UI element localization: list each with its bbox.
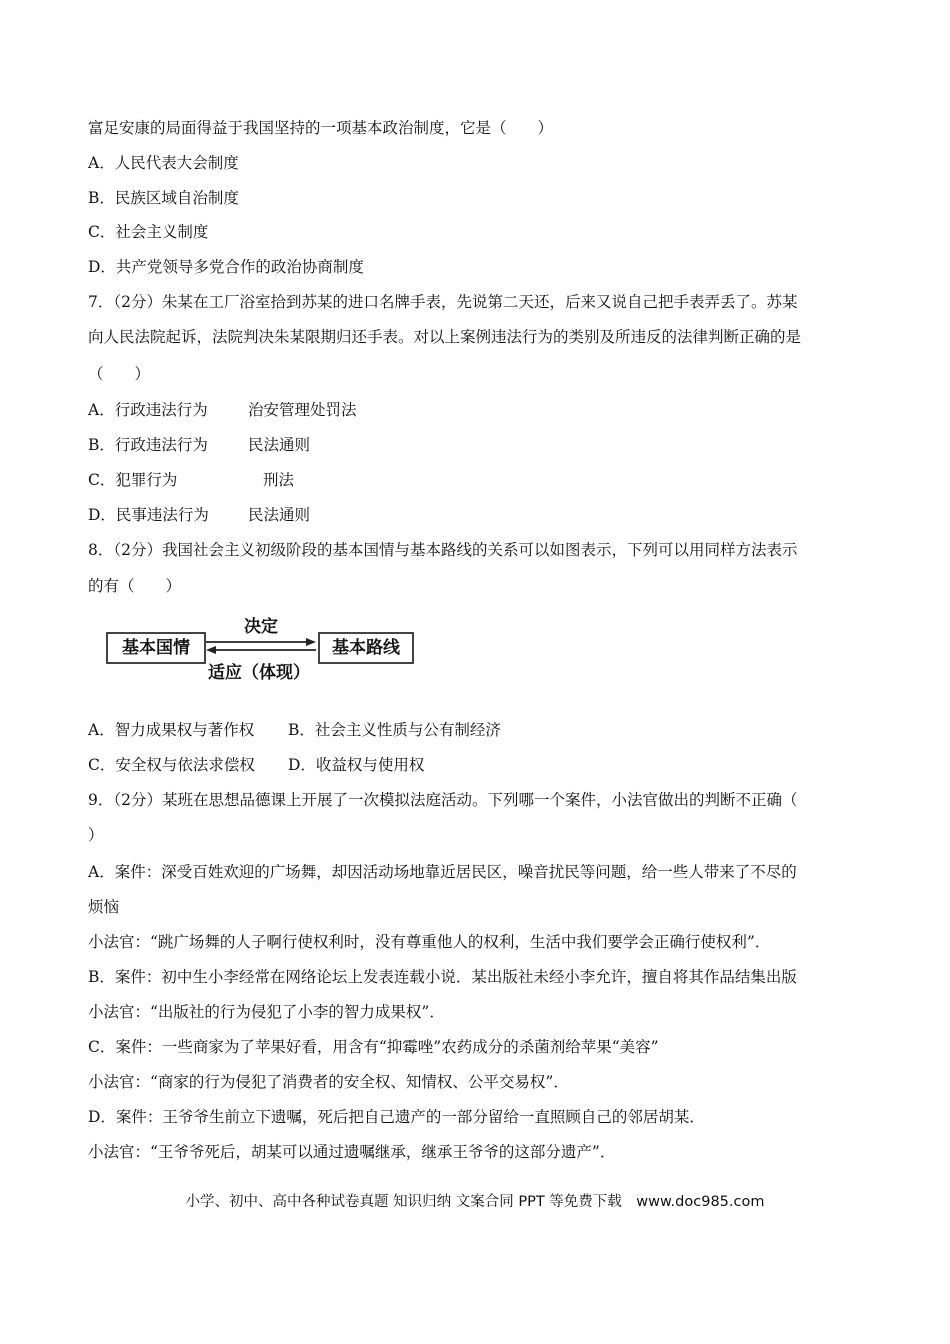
q7-option-b-law: 民法通则 xyxy=(248,436,311,454)
q9-stem-line1: 9．（2分）某班在思想品德课上开展了一次模拟法庭活动。下列哪一个案件，小法官做出的判断不正确（ xyxy=(88,791,798,809)
q7-option-a xyxy=(88,400,868,420)
q8-options-row2 xyxy=(88,755,868,775)
q9-option-b-case: B．案件：初中生小李经常在网络论坛上发表连载小说．某出版社未经小李允许，擅自将其作品结集出版 xyxy=(88,968,797,986)
q7-option-d xyxy=(88,505,868,525)
q7-option-d-law: 民法通则 xyxy=(248,506,311,524)
relationship-diagram xyxy=(104,612,424,682)
q7-option-b xyxy=(88,435,868,455)
q6-option-d: D．共产党领导多党合作的政治协商制度 xyxy=(88,258,364,276)
q8-options-row1 xyxy=(88,720,868,740)
q9-option-c-case: C．案件：一些商家为了苹果好看，用含有“抑霉唑”农药成分的杀菌剂给苹果“美容” xyxy=(88,1038,659,1056)
q8-stem-line2: 的有（ ） xyxy=(88,577,182,595)
q8-option-c: C．安全权与依法求偿权 xyxy=(88,756,255,774)
q8-option-b: B．社会主义性质与公有制经济 xyxy=(288,721,501,739)
diagram-box-basic-line: 基本路线 xyxy=(318,632,414,664)
arrow-left-head xyxy=(206,646,216,654)
q6-option-b: B．民族区域自治制度 xyxy=(88,189,239,207)
footer-watermark-text: 小学、初中、高中各种试卷真题 知识归纳 文案合同 PPT 等免费下载 www.doc985.com xyxy=(185,1194,765,1210)
q7-option-c xyxy=(88,470,868,490)
q8-stem-line1: 8．（2分）我国社会主义初级阶段的基本国情与基本路线的关系可以如图表示，下列可以用同样方法表示 xyxy=(88,541,798,559)
q9-option-a-case-line2: 烦恼 xyxy=(88,898,120,916)
q6-stem: 富足安康的局面得益于我国坚持的一项基本政治制度，它是（ ） xyxy=(88,119,554,137)
q9-option-a-judge: 小法官：“跳广场舞的人子啊行使权利时，没有尊重他人的权利，生活中我们要学会正确行使权利”． xyxy=(88,933,771,951)
q6-option-a: A．人民代表大会制度 xyxy=(88,154,239,172)
q9-option-d-judge: 小法官：“王爷爷死后，胡某可以通过遗嘱继承，继承王爷爷的这部分遗产”． xyxy=(88,1143,616,1161)
q8-option-d: D．收益权与使用权 xyxy=(288,756,425,774)
arrow-right-head xyxy=(306,638,316,646)
q7-option-b-type: B．行政违法行为 xyxy=(88,436,208,454)
diagram-label-determines: 决定 xyxy=(244,617,278,637)
diagram-arrows xyxy=(204,636,318,656)
q9-option-b-judge: 小法官：“出版社的行为侵犯了小李的智力成果权”． xyxy=(88,1003,445,1021)
q7-stem-line3: （ ） xyxy=(88,365,151,383)
q9-stem-line2: ） xyxy=(88,826,104,844)
q7-option-c-law: 刑法 xyxy=(263,471,295,489)
q9-option-a-case-line1: A．案件：深受百姓欢迎的广场舞，却因活动场地靠近居民区，噪音扰民等问题，给一些人带来了不尽的 xyxy=(88,863,797,881)
q7-option-a-law: 治安管理处罚法 xyxy=(248,401,357,419)
q6-option-c: C．社会主义制度 xyxy=(88,223,209,241)
diagram-label-adapts: 适应（体现） xyxy=(208,663,310,683)
q8-option-a: A．智力成果权与著作权 xyxy=(88,721,255,739)
q7-option-c-type: C．犯罪行为 xyxy=(88,471,178,489)
q9-option-d-case: D．案件：王爷爷生前立下遗嘱，死后把自己遗产的一部分留给一直照顾自己的邻居胡某． xyxy=(88,1108,705,1126)
q7-option-a-type: A．行政违法行为 xyxy=(88,401,208,419)
q7-stem-line2: 向人民法院起诉，法院判决朱某限期归还手表。对以上案例违法行为的类别及所违反的法律判断正确的是 xyxy=(88,328,802,346)
diagram-box-national-conditions: 基本国情 xyxy=(106,632,206,664)
q7-stem-line1: 7．（2分）朱某在工厂浴室拾到苏某的进口名牌手表，先说第二天还，后来又说自己把手表弄丢了。苏某 xyxy=(88,293,798,311)
q7-option-d-type: D．民事违法行为 xyxy=(88,506,209,524)
q9-option-c-judge: 小法官：“商家的行为侵犯了消费者的安全权、知情权、公平交易权”． xyxy=(88,1073,569,1091)
